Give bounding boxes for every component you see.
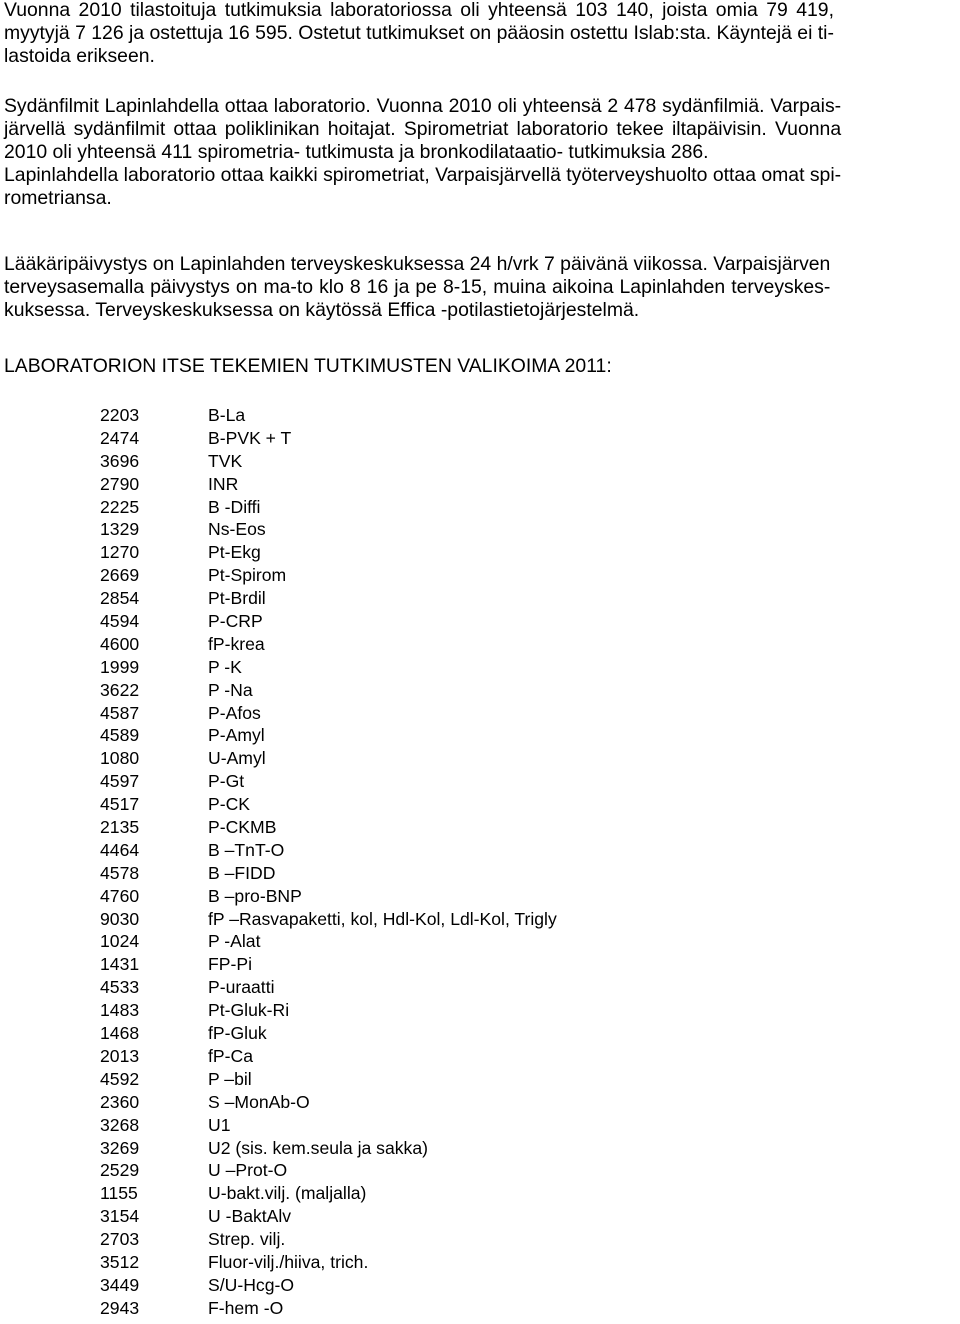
test-code: 2529	[100, 1160, 140, 1181]
test-name: TVK	[208, 450, 243, 471]
test-code: 3449	[100, 1274, 140, 1295]
test-name: Ns-Eos	[208, 519, 266, 540]
text-line: 2010 oli yhteensä 411 spirometria- tutkimusta ja bronkodilataatio- tutkimuksia 286.	[4, 141, 709, 163]
text-line: Lapinlahdella laboratorio ottaa kaikki spirometriat, Varpaisjärvellä työterveyshuolto ottaa omat spi-	[4, 164, 842, 186]
test-code: 4464	[100, 839, 140, 860]
test-name: P-Gt	[208, 771, 245, 792]
text-line: Sydänfilmit Lapinlahdella ottaa laboratorio. Vuonna 2010 oli yhteensä 2 478 sydänfilmiä. Varpais-	[4, 95, 842, 117]
test-name: S –MonAb-O	[208, 1091, 310, 1112]
test-code: 1483	[100, 1000, 140, 1021]
test-name: FP-Pi	[208, 954, 252, 975]
test-name: P-CRP	[208, 611, 263, 632]
test-name: P-Afos	[208, 702, 261, 723]
test-code: 2854	[100, 588, 140, 609]
test-name: fP-krea	[208, 633, 265, 654]
test-code: 2203	[100, 405, 140, 425]
test-name: U –Prot-O	[208, 1160, 288, 1181]
test-name: Pt-Brdil	[208, 588, 266, 609]
test-code: 4592	[100, 1068, 140, 1089]
test-code: 1155	[100, 1183, 138, 1204]
test-code: 1329	[100, 519, 140, 540]
test-code: 3696	[100, 450, 140, 471]
test-code: 1468	[100, 1023, 140, 1044]
test-code: 4600	[100, 633, 140, 654]
test-name: B -Diffi	[208, 496, 261, 517]
test-code: 3512	[100, 1251, 140, 1272]
test-name: S/U-Hcg-O	[208, 1274, 295, 1295]
test-name: P-CK	[208, 794, 251, 815]
test-code: 4597	[100, 771, 140, 792]
test-name: U-bakt.vilj. (maljalla)	[208, 1183, 367, 1204]
test-name: B-La	[208, 405, 246, 425]
test-name: B –TnT-O	[208, 839, 285, 860]
test-name: F-hem -O	[208, 1297, 284, 1318]
test-name: fP-Gluk	[208, 1023, 267, 1044]
test-code: 2225	[100, 496, 140, 517]
test-name: U1	[208, 1114, 231, 1135]
test-code: 2943	[100, 1297, 140, 1318]
text-line: järvellä sydänfilmit ottaa poliklinikan hoitajat. Spirometriat laboratorio tekee iltapäivisin. Vuonna	[4, 118, 842, 140]
test-name: INR	[208, 473, 239, 494]
test-name: U-Amyl	[208, 748, 266, 769]
test-code: 9030	[100, 908, 140, 929]
text-line: lastoida erikseen.	[4, 45, 155, 67]
test-code: 2013	[100, 1045, 140, 1066]
paragraph-lab-statistics	[4, 0, 834, 68]
text-line: kuksessa. Terveyskeskuksessa on käytössä Effica -potilastietojärjestelmä.	[4, 299, 640, 321]
test-code: 3622	[100, 679, 140, 700]
test-name: Fluor-vilj./hiiva, trich.	[208, 1251, 369, 1272]
test-code: 4533	[100, 977, 140, 998]
paragraph-on-call-service	[4, 253, 830, 322]
text-line: rometriansa.	[4, 187, 112, 209]
test-name: P -Na	[208, 679, 253, 700]
section-heading: LABORATORION ITSE TEKEMIEN TUTKIMUSTEN VALIKOIMA 2011:	[4, 355, 612, 377]
text-line: terveysasemalla päivystys on ma-to klo 8 16 ja pe 8-15, muina aikoina Lapinlahden terveyskes-	[4, 276, 831, 298]
test-name: Pt-Spirom	[208, 565, 287, 586]
test-code: 1270	[100, 542, 140, 563]
test-code: 2360	[100, 1091, 140, 1112]
test-code: 2135	[100, 817, 140, 838]
test-name: B-PVK + T	[208, 427, 292, 448]
test-name: P-uraatti	[208, 977, 275, 998]
test-code: 4587	[100, 702, 140, 723]
test-code: 1080	[100, 748, 140, 769]
test-code: 3268	[100, 1114, 140, 1135]
test-name: P -Alat	[208, 931, 261, 952]
test-name: P –bil	[208, 1068, 252, 1089]
test-code: 4589	[100, 725, 140, 746]
test-name: P-CKMB	[208, 817, 277, 838]
test-code: 4594	[100, 611, 140, 632]
text-line: Lääkäripäivystys on Lapinlahden terveyskeskuksessa 24 h/vrk 7 päivänä viikossa. Varpaisjärven	[4, 253, 831, 275]
text-line: myytyjä 7 126 ja ostettuja 16 595. Ostetut tutkimukset on pääosin ostettu Islab:sta. Käyntejä ei ti-	[4, 22, 834, 44]
test-code: 4578	[100, 862, 140, 883]
test-code: 4760	[100, 885, 140, 906]
test-name: fP –Rasvapaketti, kol, Hdl-Kol, Ldl-Kol, Trigly	[208, 908, 557, 929]
test-code: 2703	[100, 1229, 140, 1250]
test-code: 2474	[100, 427, 140, 448]
test-name: Pt-Gluk-Ri	[208, 1000, 290, 1021]
text-line: Vuonna 2010 tilastoituja tutkimuksia laboratoriossa oli yhteensä 103 140, joista omia 79 419,	[4, 0, 834, 21]
test-name: Strep. vilj.	[208, 1229, 286, 1250]
test-name: B –FIDD	[208, 862, 276, 883]
test-name: B –pro-BNP	[208, 885, 302, 906]
test-name: Pt-Ekg	[208, 542, 261, 563]
test-name: U2 (sis. kem.seula ja sakka)	[208, 1137, 428, 1158]
test-name: P-Amyl	[208, 725, 265, 746]
test-code: 2790	[100, 473, 140, 494]
test-code: 4517	[100, 794, 140, 815]
test-name: fP-Ca	[208, 1045, 253, 1066]
paragraph-ecg-spirometry	[4, 95, 841, 210]
test-code: 3154	[100, 1206, 140, 1227]
test-code: 1024	[100, 931, 140, 952]
test-code: 1431	[100, 954, 140, 975]
test-name: P -K	[208, 656, 242, 677]
test-code: 2669	[100, 565, 140, 586]
test-code: 3269	[100, 1137, 140, 1158]
test-code: 1999	[100, 656, 140, 677]
test-name: U -BaktAlv	[208, 1206, 292, 1227]
